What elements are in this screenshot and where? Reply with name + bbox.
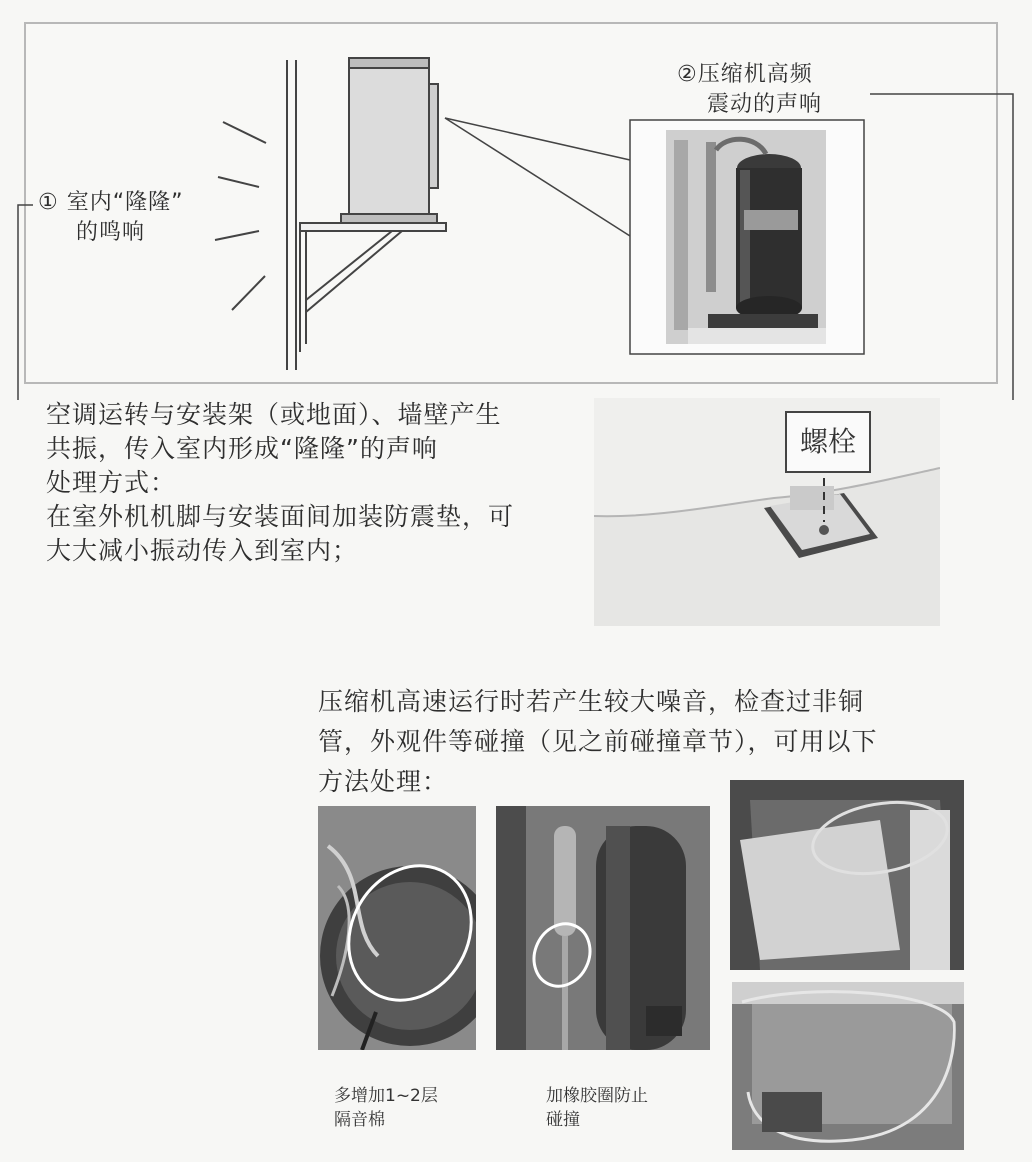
panel-bottom-photo — [732, 982, 964, 1150]
compressor-photo — [666, 130, 826, 344]
caption-rubber-line2: 碰撞 — [546, 1110, 580, 1130]
caption-rubber-line1: 加橡胶圈防止 — [546, 1086, 648, 1106]
section1-line-2: 共振，传入室内形成“隆隆”的声响 — [46, 434, 438, 463]
caption-insulation-line2: 隔音棉 — [334, 1110, 385, 1130]
rubber-ring-photo — [496, 806, 710, 1050]
insulation-photo — [318, 806, 476, 1050]
section2-line-2: 管，外观件等碰撞（见之前碰撞章节），可用以下 — [318, 727, 878, 756]
section2-line-1: 压缩机高速运行时若产生较大噪音，检查过非铜 — [318, 687, 865, 716]
label-indoor-line1: ① 室内“隆隆” — [38, 190, 184, 215]
section1-line-5: 大大减小振动传入到室内； — [46, 536, 359, 565]
anti-vibration-pad-photo — [594, 398, 940, 626]
caption-insulation — [334, 1084, 438, 1132]
section1-line-4: 在室外机机脚与安装面间加装防震垫，可 — [46, 502, 515, 531]
panel-top-photo — [730, 780, 964, 970]
label-compressor-line1: ②压缩机高频 — [677, 62, 813, 87]
section2-line-3: 方法处理： — [318, 767, 449, 796]
caption-insulation-line1: 多增加1~2层 — [334, 1086, 438, 1106]
label-indoor-line2: 的鸣响 — [76, 220, 146, 245]
section1-text — [46, 398, 586, 568]
caption-rubber-ring — [546, 1084, 648, 1132]
label-compressor-line2: 震动的声响 — [707, 92, 823, 117]
label-compressor-vibration — [677, 60, 822, 120]
label-indoor-rumble — [38, 188, 184, 248]
section1-line-3: 处理方式： — [46, 468, 177, 497]
section1-line-1: 空调运转与安装架（或地面）、墙壁产生 — [46, 400, 502, 429]
bolt-label: 螺栓 — [799, 425, 856, 458]
